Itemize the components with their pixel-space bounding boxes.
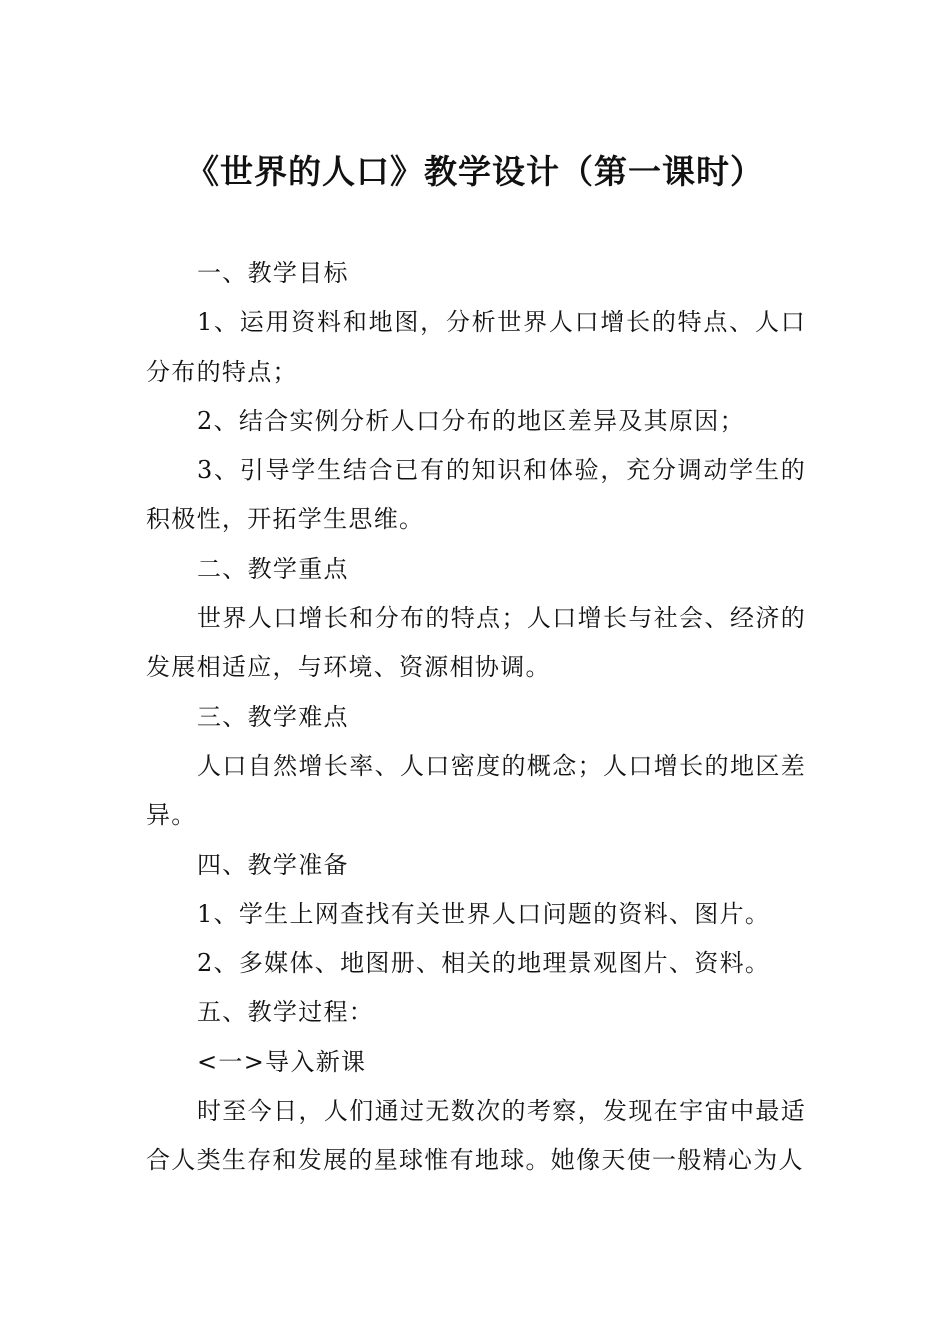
paragraph: 1、运用资料和地图，分析世界人口增长的特点、人口分布的特点；: [146, 308, 806, 386]
paragraph: 时至今日，人们通过无数次的考察，发现在宇宙中最适合人类生存和发展的星球惟有地球。她像天使一般精心为人: [146, 1097, 806, 1175]
paragraph: 2、多媒体、地图册、相关的地理景观图片、资料。: [197, 949, 771, 978]
section-heading-key-points: 二、教学重点: [197, 554, 349, 583]
section-heading-objectives: 一、教学目标: [197, 259, 349, 287]
paragraph: 世界人口增长和分布的特点；人口增长与社会、经济的发展相适应，与环境、资源相协调。: [146, 604, 806, 682]
subsection-heading-intro: <一>导入新课: [197, 1047, 367, 1076]
paragraph: 1、学生上网查找有关世界人口问题的资料、图片。: [197, 899, 771, 928]
paragraph: 2、结合实例分析人口分布的地区差异及其原因；: [197, 406, 745, 435]
section-heading-preparation: 四、教学准备: [197, 850, 349, 879]
document-title: 《世界的人口》教学设计（第一课时）: [186, 152, 764, 191]
paragraph: 人口自然增长率、人口密度的概念；人口增长的地区差异。: [146, 751, 806, 830]
paragraph: 3、引导学生结合已有的知识和体验，充分调动学生的积极性，开拓学生思维。: [146, 456, 806, 534]
document-body: [146, 249, 806, 1186]
section-heading-process: 五、教学过程：: [197, 998, 375, 1027]
section-heading-difficulties: 三、教学难点: [197, 702, 349, 731]
